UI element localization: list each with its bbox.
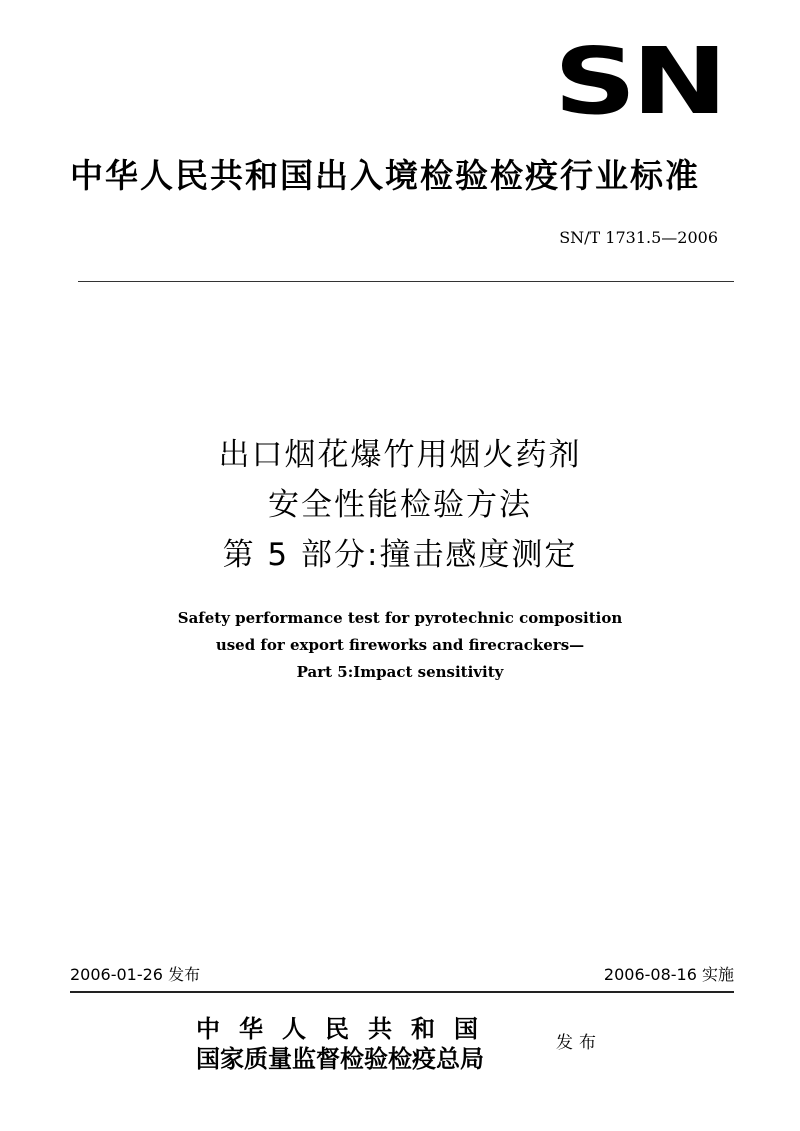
issuer-line-1: 中华人民共和国 [196, 1014, 497, 1043]
chinese-title-line-3: 第 5 部分:撞击感度测定 [222, 537, 578, 573]
standard-category-title: 中华人民共和国出入境检验检疫行业标准 [70, 156, 700, 195]
chinese-title [0, 430, 800, 580]
sn-logo: SN [553, 28, 723, 135]
chinese-title-line-2: 安全性能检验方法 [268, 487, 532, 523]
issuer-line-2: 国家质量监督检验检疫总局 [196, 1044, 484, 1073]
header-divider [78, 281, 734, 282]
chinese-title-line-1: 出口烟花爆竹用烟火药剂 [218, 437, 582, 473]
issuing-authority [196, 1014, 497, 1074]
english-title-line-1: Safety performance test for pyrotechnic composition [177, 609, 623, 627]
standard-number: SN/T 1731.5—2006 [559, 228, 718, 247]
english-title-line-3: Part 5:Impact sensitivity [296, 663, 504, 681]
issue-label: 发布 [556, 1033, 602, 1053]
english-title [0, 605, 800, 686]
footer-divider [70, 991, 734, 993]
english-title-line-2: used for export fireworks and firecrackers— [215, 636, 585, 654]
issue-date: 2006-01-26 发布 [70, 965, 201, 984]
implementation-date: 2006-08-16 实施 [603, 965, 734, 984]
